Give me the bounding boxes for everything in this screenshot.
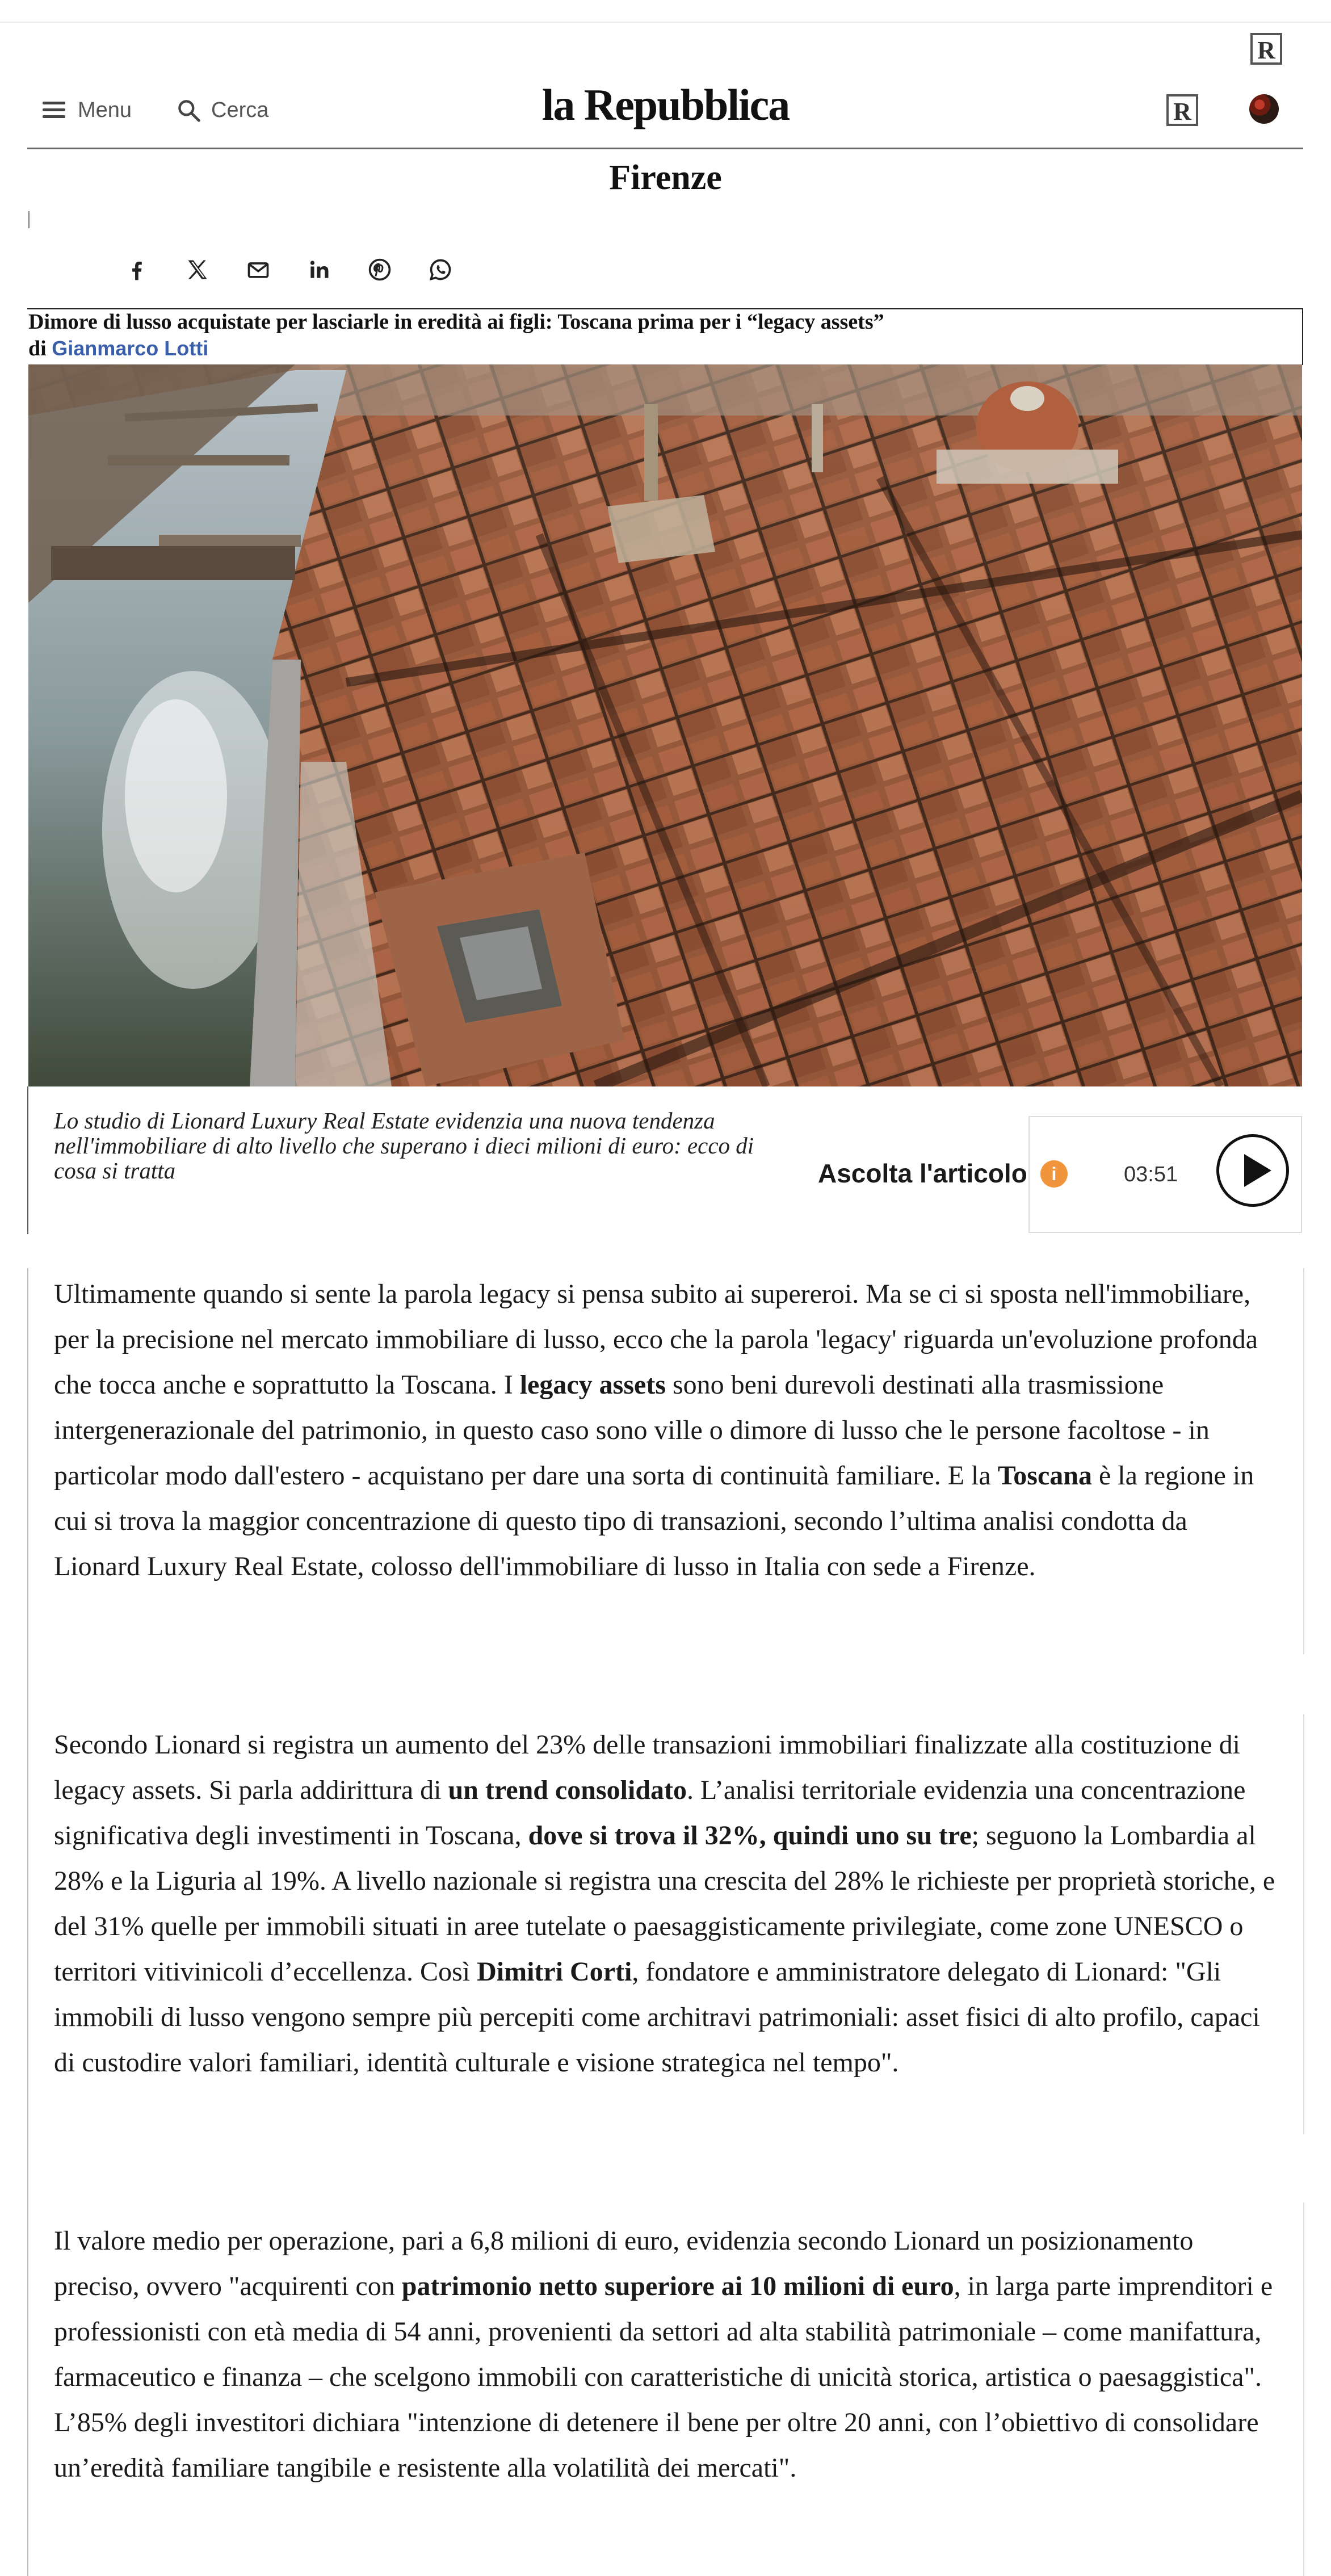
paragraph-1 bbox=[54, 1272, 1280, 1589]
info-icon[interactable]: i bbox=[1040, 1160, 1068, 1188]
byline bbox=[28, 336, 208, 361]
share-facebook[interactable] bbox=[123, 255, 151, 284]
hero-image bbox=[28, 364, 1302, 1086]
share-mail[interactable] bbox=[244, 255, 272, 284]
audio-duration: 03:51 bbox=[1124, 1163, 1178, 1186]
share-pinterest[interactable] bbox=[366, 255, 394, 284]
p2-bold-3: Dimitri Corti bbox=[477, 1957, 632, 1987]
whatsapp-icon bbox=[428, 257, 453, 282]
mail-icon bbox=[246, 257, 271, 282]
paragraph-2 bbox=[54, 1722, 1280, 2086]
header-rule bbox=[27, 148, 1303, 149]
linkedin-icon bbox=[306, 257, 331, 282]
p1-text-2: sono beni durevoli destinati alla trasmissione intergenerazionale del patrimonio, in questo caso sono ville o dimore di lusso che le persone facoltose - in particolar modo dall'estero - acquistano per dare una sorta di continuità familiare. E la bbox=[54, 1370, 1210, 1491]
body-right-rule-3 bbox=[1303, 2202, 1304, 2576]
share-linkedin[interactable] bbox=[305, 255, 333, 284]
site-logo[interactable]: la Repubblica bbox=[541, 80, 790, 129]
p2-bold-2: dove si trova il 32%, quindi uno su tre bbox=[528, 1820, 972, 1851]
body-right-rule-2 bbox=[1303, 1714, 1304, 2134]
p1-bold-2: Toscana bbox=[997, 1461, 1092, 1491]
p3-text-1: Il valore medio per operazione, pari a 6,8 milioni di euro, evidenzia secondo Lionard un posizionamento preciso, ovvero "acquirenti con bbox=[54, 2226, 1194, 2301]
p2-text-1: Secondo Lionard si registra un aumento del 23% delle transazioni immobiliari finalizzate alla costituzione di legacy assets. Si parla addirittura di bbox=[54, 1730, 1241, 1805]
left-marker bbox=[28, 211, 30, 228]
repubblica-r-badge[interactable]: R bbox=[1250, 33, 1282, 65]
byline-prefix: di bbox=[28, 337, 47, 360]
repubblica-r-badge-nav[interactable]: R bbox=[1166, 94, 1198, 126]
menu-label: Menu bbox=[78, 98, 132, 122]
listen-label[interactable]: Ascolta l'articolo bbox=[818, 1159, 1027, 1188]
body-right-rule bbox=[1303, 1268, 1304, 1654]
p1-bold-1: legacy assets bbox=[519, 1370, 666, 1400]
p2-bold-1: un trend consolidato bbox=[448, 1775, 687, 1805]
play-button[interactable] bbox=[1216, 1134, 1289, 1207]
share-whatsapp[interactable] bbox=[426, 255, 455, 284]
caption-left-rule bbox=[27, 1086, 28, 1234]
title-frame-right bbox=[1302, 308, 1303, 365]
p3-text-2: , in larga parte imprenditori e professionisti con età media di 54 anni, provenienti da settori ad alta stabilità patrimoniale – come manifattura, farmaceutico e finanza – che scelgono immobili con caratteristiche di unicità storica, artistica o paesaggistica". L’85% degli investitori dichiara "intenzione di detenere il bene per oltre 20 anni, con l’obiettivo di consolidare un’eredità familiare tangibile e resistente alla volatilità dei mercati". bbox=[54, 2271, 1273, 2483]
section-title[interactable]: Firenze bbox=[609, 158, 722, 197]
p1-text-3: è la regione in cui si trova la maggior concentrazione di questo tipo di transazioni, secondo l’ultima analisi condotta da Lionard Luxury Real Estate, colosso dell'immobiliare di lusso in Italia con sede a Firenze. bbox=[54, 1461, 1254, 1581]
p3-bold-1: patrimonio netto superiore ai 10 milioni di euro bbox=[401, 2271, 954, 2301]
user-avatar[interactable] bbox=[1249, 94, 1279, 124]
search-label: Cerca bbox=[211, 98, 269, 122]
image-caption: Lo studio di Lionard Luxury Real Estate evidenzia una nuova tendenza nell'immobiliare di alto livello che superano i dieci milioni di euro: ecco di cosa si tratta bbox=[54, 1107, 754, 1184]
aerial-city-illustration bbox=[28, 364, 1302, 1086]
pinterest-icon bbox=[367, 257, 392, 282]
paragraph-3 bbox=[54, 2218, 1280, 2491]
author-link[interactable]: Gianmarco Lotti bbox=[52, 337, 209, 360]
top-divider bbox=[0, 22, 1331, 23]
facebook-icon bbox=[124, 257, 149, 282]
p2-text-4: , fondatore e amministratore delegato di Lionard: "Gli immobili di lusso vengono sempre più percepiti come architravi patrimoniali: asset fisici di alto profilo, capaci di custodire valori familiari, identità culturale e visione strategica nel tempo". bbox=[54, 1957, 1260, 2078]
share-x[interactable] bbox=[183, 255, 212, 284]
article-title: Dimore di lusso acquistate per lasciarle in eredità ai figli: Toscana prima per i “legacy assets” bbox=[28, 310, 884, 334]
x-icon bbox=[185, 257, 210, 282]
p2-text-2: . L’analisi territoriale evidenzia una concentrazione significativa degli investimenti in Toscana, bbox=[54, 1775, 1246, 1851]
p2-text-3: ; seguono la Lombardia al 28% e la Liguria al 19%. A livello nazionale si registra una crescita del 28% le richieste per proprietà storiche, e del 31% quelle per immobili situati in aree tutelate o paesaggisticamente privilegiate, come zone UNESCO o territori vitivinicoli d’eccellenza. Così bbox=[54, 1820, 1275, 1987]
body-left-rule bbox=[27, 1268, 28, 2576]
p1-text-1: Ultimamente quando si sente la parola legacy si pensa subito ai supereroi. Ma se ci si sposta nell'immobiliare, per la precisione nel mercato immobiliare di lusso, ecco che la parola 'legacy' riguarda un'evoluzione profonda che tocca anche e soprattutto la Toscana. I bbox=[54, 1279, 1258, 1400]
